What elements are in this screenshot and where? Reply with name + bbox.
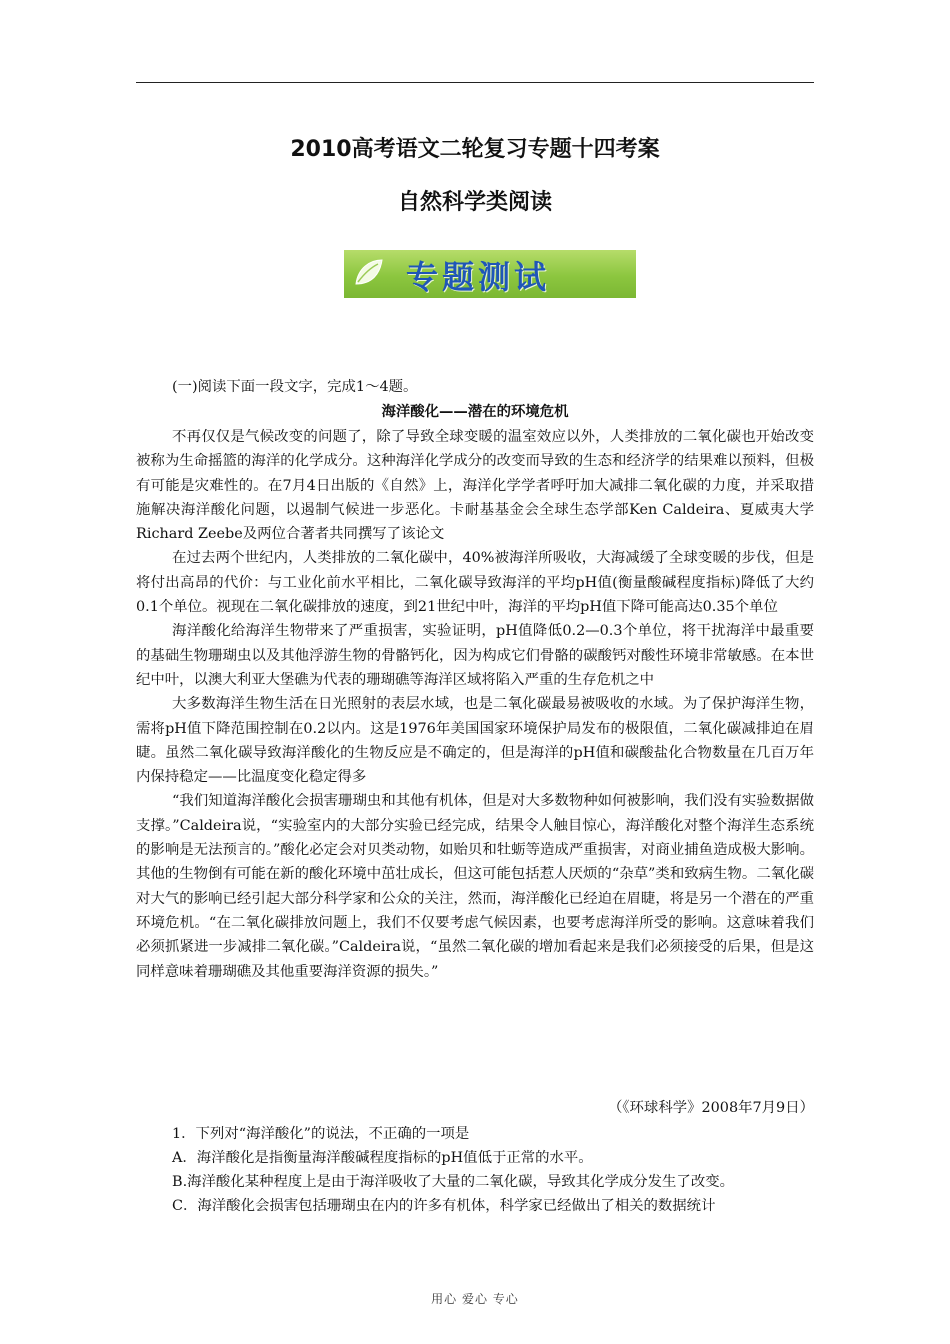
- document-subtitle: 自然科学类阅读: [397, 190, 552, 215]
- paragraph-2: 在过去两个世纪内，人类排放的二氧化碳中，40%被海洋所吸收，大海减缓了全球变暖的步伐，但是将付出高昂的代价：与工业化前水平相比，二氧化碳导致海洋的平均pH值(衡量酸碱程度指标)降低了大约0.1个单位。视现在二氧化碳排放的速度，到21世纪中叶，海洋的平均pH值下降可能高达0.35个单位: [136, 550, 814, 616]
- paragraph-1: 不再仅仅是气候改变的问题了，除了导致全球变暖的温室效应以外，人类排放的二氧化碳也开始改变被称为生命摇篮的海洋的化学成分。这种海洋化学成分的改变而导致的生态和经济学的结果难以预料，但极有可能是灾难性的。在7月4日出版的《自然》上，海洋化学学者呼吁加大减排二氧化碳的力度，并采取措施解决海洋酸化问题，以遏制气候进一步恶化。卡耐基基金会全球生态学部Ken Caldeira、夏威夷大学Richard Zeebe及两位合著者共同撰写了该论文: [136, 429, 814, 543]
- article-title: 海洋酸化——潜在的环境危机: [381, 404, 569, 420]
- banner-label: 专题测试: [406, 258, 551, 296]
- question-1-option-a: A．海洋酸化是指衡量海洋酸碱程度指标的pH值低于正常的水平。: [172, 1150, 593, 1166]
- paragraph-3: 海洋酸化给海洋生物带来了严重损害，实验证明，pH值降低0.2—0.3个单位，将干扰海洋中最重要的基础生物珊瑚虫以及其他浮游生物的骨骼钙化，因为构成它们骨骼的碳酸钙对酸性环境非常敏感。在本世纪中叶，以澳大利亚大堡礁为代表的珊瑚礁等海洋区域将陷入严重的生存危机之中: [136, 623, 814, 688]
- article-body: [136, 425, 814, 984]
- question-1-option-b: B.海洋酸化某种程度上是由于海洋吸收了大量的二氧化碳，导致其化学成分发生了改变。: [172, 1174, 734, 1190]
- leaf-icon: [352, 256, 386, 290]
- topic-banner: [344, 250, 636, 298]
- question-1-option-c: C．海洋酸化会损害包括珊瑚虫在内的许多有机体，科学家已经做出了相关的数据统计: [172, 1198, 716, 1214]
- source-citation: （《环球科学》2008年7月9日）: [607, 1100, 814, 1116]
- section-intro: (一)阅读下面一段文字，完成1～4题。: [172, 379, 418, 395]
- paragraph-5: “我们知道海洋酸化会损害珊瑚虫和其他有机体，但是对大多数物种如何被影响，我们没有实验数据做支撑。”Caldeira说，“实验室内的大部分实验已经完成，结果令人触目惊心，海洋酸化对整个海洋生态系统的影响是无法预言的。”酸化必定会对贝类动物，如贻贝和牡蛎等造成严重损害，对商业捕鱼造成极大影响。其他的生物倒有可能在新的酸化环境中茁壮成长，但这可能包括惹人厌烦的“杂草”类和致病生物。二氧化碳对大气的影响已经引起大部分科学家和公众的关注，然而，海洋酸化已经迫在眉睫，将是另一个潜在的严重环境危机。“在二氧化碳排放问题上，我们不仅要考虑气候因素，也要考虑海洋所受的影响。这意味着我们必须抓紧进一步减排二氧化碳。”Caldeira说，“虽然二氧化碳的增加看起来是我们必须接受的后果，但是这同样意味着珊瑚礁及其他重要海洋资源的损失。”: [136, 793, 814, 980]
- question-1-stem: 1．下列对“海洋酸化”的说法，不正确的一项是: [172, 1126, 470, 1142]
- page-footer: 用心 爱心 专心: [431, 1292, 519, 1306]
- paragraph-4: 大多数海洋生物生活在日光照射的表层水域，也是二氧化碳最易被吸收的水域。为了保护海洋生物，需将pH值下降范围控制在0.2以内。这是1976年美国国家环境保护局发布的极限值，二氧化碳减排迫在眉睫。虽然二氧化碳导致海洋酸化的生物反应是不确定的，但是海洋的pH值和碳酸盐化合物数量在几百万年内保持稳定——比温度变化稳定得多: [136, 696, 814, 786]
- header-rule: [136, 82, 814, 83]
- document-title: 2010高考语文二轮复习专题十四考案: [290, 137, 660, 162]
